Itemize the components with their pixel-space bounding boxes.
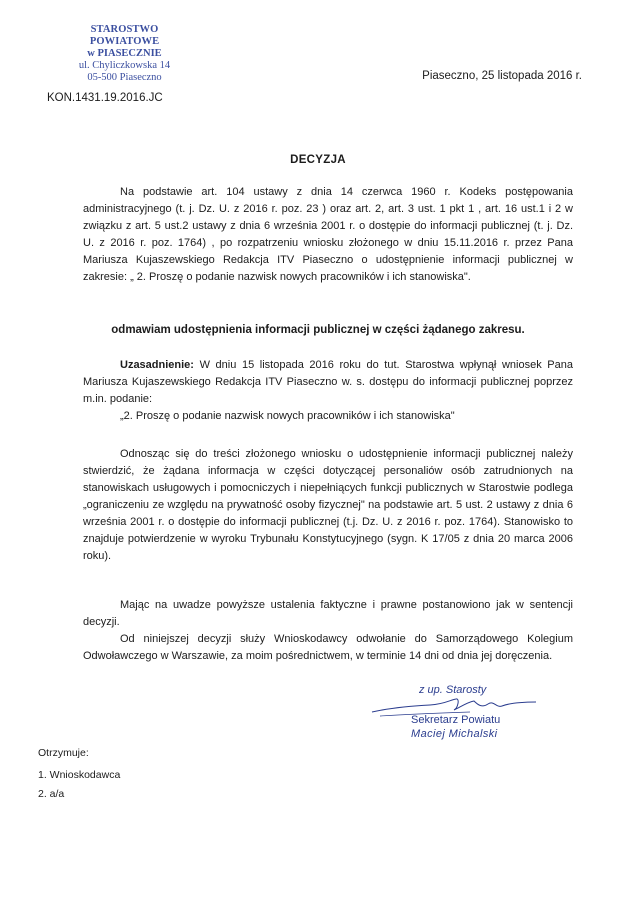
decision-text: Mając na uwadze powyższe ustalenia faktyczne i prawne postanowiono jak w sentencji decyzji. (83, 599, 573, 628)
justification-label: Uzasadnienie: (120, 359, 194, 371)
office-stamp (62, 24, 187, 84)
reasoning-text: Odnosząc się do treści złożonego wniosku o udostępnienie informacji publicznej należy stwierdzić, że żądana informacja w części dotyczącej personaliów osób zatrudnionych na stanowiskach usługowych i pomocniczych i niepełniących funkcji publicznych w Starostwie podlega „ograniczeniu ze względu na prywatność osoby fizycznej" na podstawie art. 5 ust. 2 ustawy z dnia 6 września 2001 r. o dostępie do informacji publicznej (t.j. Dz. U. z 2016 r. poz. 1764). Stanowisko to znajduje potwierdzenie w wyroku Trybunału Konstytucyjnego (sygn. K 17/05 z dnia 20 marca 2006 roku). (83, 448, 573, 562)
place-date: Piaseczno, 25 listopada 2016 r. (422, 70, 582, 82)
justification-text: W dniu 15 listopada 2016 roku do tut. Starostwa wpłynął wniosek Pana Mariusza Kujaszewskiego Redakcja ITV Piaseczno w. s. dostępu do informacji publicznej poprzez m.in. podanie: (83, 359, 574, 405)
signature-role: z up. Starosty (419, 684, 487, 696)
recipients-heading: Otrzymuje: (38, 747, 89, 759)
refusal-statement: odmawiam udostępnienia informacji publicznej w części żądanego zakresu. (111, 324, 525, 336)
document-title: DECYZJA (290, 154, 346, 166)
legal-basis-paragraph (83, 184, 573, 286)
stamp-line-street: ul. Chyliczkowska 14 (78, 60, 171, 71)
decision-paragraph (83, 597, 573, 631)
stamp-line-postal: 05-500 Piaseczno (87, 72, 162, 83)
legal-basis-text: Na podstawie art. 104 ustawy z dnia 14 czerwca 1960 r. Kodeks postępowania administracyjnego (t. j. Dz. U. z 2016 r. poz. 23 ) oraz art. 2, art. 3 ust. 1 pkt 1 , art. 16 ust.1 i 2 w związku z art. 5 ust.2 ustawy z dnia 6 września 2001 r. o dostępie do informacji publicznej (t. j. Dz. U. z 2016 r. poz. 1764) , po rozpatrzeniu wniosku złożonego w dniu 15.11.2016 r. przez Pana Mariusza Kujaszewskiego Redakcja ITV Piaseczno o udostępnienie informacji publicznej w zakresie: „ 2. Proszę o podanie nazwisk nowych pracowników i ich stanowiska". (83, 186, 573, 283)
reasoning-paragraph (83, 446, 573, 565)
signatory-title: Sekretarz Powiatu (411, 714, 501, 726)
signatory-name: Maciej Michalski (411, 728, 498, 740)
recipient-item: 1. Wnioskodawca (38, 769, 121, 781)
justification-paragraph (83, 357, 573, 408)
recipient-item: 2. a/a (38, 788, 65, 800)
stamp-line-office: STAROSTWO POWIATOWE (89, 24, 160, 47)
appeal-text: Od niniejszej decyzji służy Wnioskodawcy odwołanie do Samorządowego Kolegium Odwoławczego w Warszawie, za moim pośrednictwem, w terminie 14 dni od dnia jej doręczenia. (83, 633, 573, 662)
case-reference: KON.1431.19.2016.JC (47, 92, 163, 104)
stamp-line-town: w PIASECZNIE (87, 48, 162, 59)
quoted-request: „2. Proszę o podanie nazwisk nowych pracowników i ich stanowiska" (120, 410, 455, 422)
appeal-paragraph (83, 631, 573, 665)
